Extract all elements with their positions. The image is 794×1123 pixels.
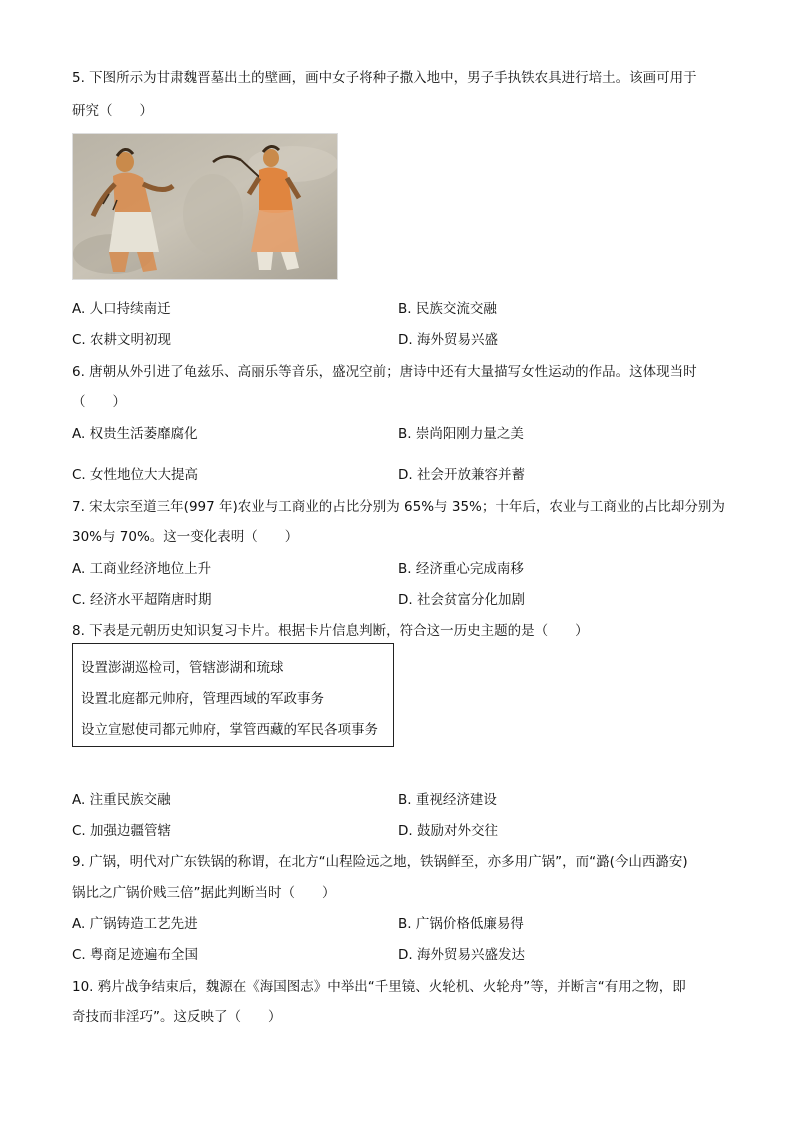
question-5-stem-line2: 研究（ ）	[72, 103, 153, 119]
question-8-option-b: B. 重视经济建设	[398, 792, 497, 808]
question-8-stem-line1: 8. 下表是元朝历史知识复习卡片。根据卡片信息判断，符合这一历史主题的是（ ）	[72, 623, 589, 639]
question-9-option-a: A. 广锅铸造工艺先进	[72, 916, 198, 932]
question-6-stem-line1: 6. 唐朝从外引进了龟兹乐、高丽乐等音乐，盛况空前；唐诗中还有大量描写女性运动的作品。这体现当时	[72, 364, 697, 380]
question-5-option-d: D. 海外贸易兴盛	[398, 332, 498, 348]
question-7-stem-line1: 7. 宋太宗至道三年(997 年)农业与工商业的占比分别为 65%与 35%；十年后，农业与工商业的占比却分别为	[72, 499, 725, 515]
question-5-option-b: B. 民族交流交融	[398, 301, 497, 317]
question-6-option-b: B. 崇尚阳刚力量之美	[398, 426, 524, 442]
question-10-stem-line2: 奇技而非淫巧”。这反映了（ ）	[72, 1009, 282, 1025]
question-6-option-d: D. 社会开放兼容并蓄	[398, 467, 525, 483]
question-6-option-a: A. 权贵生活萎靡腐化	[72, 426, 198, 442]
question-9-stem-line2: 锅比之广锅价贱三倍”据此判断当时（ ）	[72, 885, 336, 901]
question-9-stem-line1: 9. 广锅，明代对广东铁锅的称谓，在北方“山程险远之地，铁锅鲜至，亦多用广锅”，而“潞(今山西潞安)	[72, 854, 688, 870]
question-5-option-a: A. 人口持续南迁	[72, 301, 171, 317]
mural-image	[72, 133, 338, 280]
question-10-stem-line1: 10. 鸦片战争结束后，魏源在《海国图志》中举出“千里镜、火轮机、火轮舟”等，并断言“有用之物，即	[72, 979, 686, 995]
question-6-option-c: C. 女性地位大大提高	[72, 467, 199, 483]
question-7-stem-line2: 30%与 70%。这一变化表明（ ）	[72, 529, 299, 545]
question-9-option-c: C. 粤商足迹遍布全国	[72, 947, 199, 963]
review-card-row-3: 设立宣慰使司都元帅府，掌管西藏的军民各项事务	[81, 722, 378, 738]
question-9-option-b: B. 广锅价格低廉易得	[398, 916, 524, 932]
question-8-option-d: D. 鼓励对外交往	[398, 823, 498, 839]
question-8-option-a: A. 注重民族交融	[72, 792, 171, 808]
review-card-row-1: 设置澎湖巡检司，管辖澎湖和琉球	[81, 660, 284, 676]
question-7-option-b: B. 经济重心完成南移	[398, 561, 524, 577]
question-7-option-d: D. 社会贫富分化加剧	[398, 592, 525, 608]
question-7-option-c: C. 经济水平超隋唐时期	[72, 592, 212, 608]
review-card-row-2: 设置北庭都元帅府，管理西域的军政事务	[81, 691, 324, 707]
question-5-option-c: C. 农耕文明初现	[72, 332, 172, 348]
question-9-option-d: D. 海外贸易兴盛发达	[398, 947, 525, 963]
question-5-stem-line1: 5. 下图所示为甘肃魏晋墓出土的壁画，画中女子将种子撒入地中，男子手执铁农具进行培土。该画可用于	[72, 70, 697, 86]
question-6-stem-line2: （ ）	[72, 394, 126, 410]
question-7-option-a: A. 工商业经济地位上升	[72, 561, 212, 577]
review-card	[72, 643, 394, 747]
question-8-option-c: C. 加强边疆管辖	[72, 823, 172, 839]
